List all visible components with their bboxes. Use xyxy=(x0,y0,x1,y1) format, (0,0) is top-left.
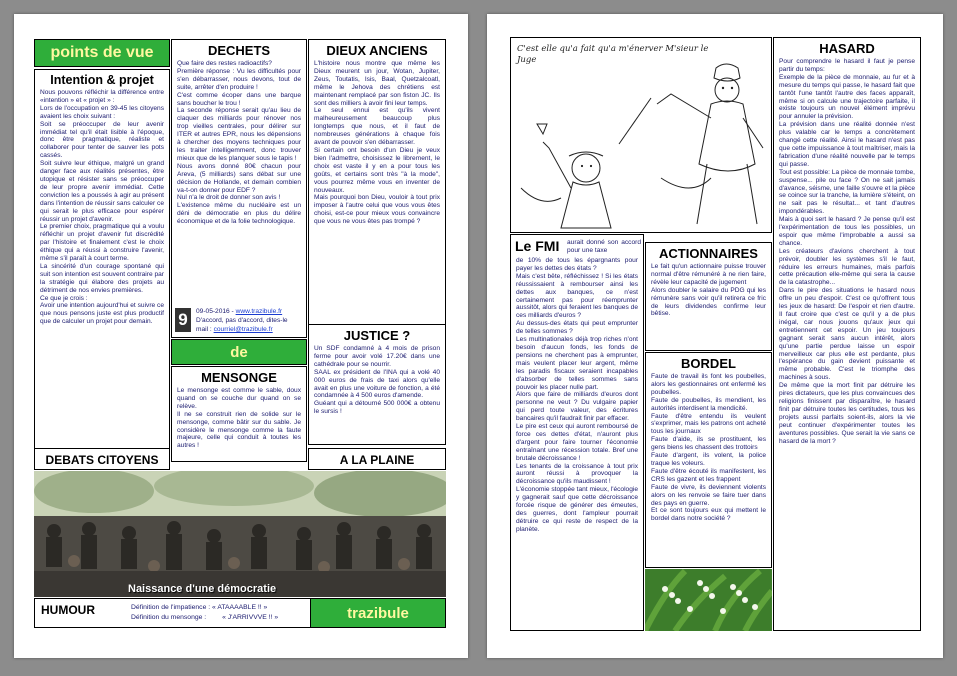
site-link[interactable]: www.trazibule.fr xyxy=(235,308,283,315)
cartoon-drawing xyxy=(511,38,772,233)
email-link[interactable]: courriel@trazibule.fr xyxy=(213,326,273,333)
debats-title: DEBATS CITOYENS xyxy=(45,453,159,467)
photo-caption: Naissance d'une démocratie xyxy=(128,583,277,595)
actionnaires-title: ACTIONNAIRES xyxy=(659,246,758,261)
crowd-photo xyxy=(34,471,446,597)
humour-title: HUMOUR xyxy=(41,603,95,617)
intention-text: Nous pouvons réfléchir la différence entre «intention » et « projet » : Lors de l'occupation en 39-45 les citoyens avaient les choix suivant : Soit se préoccuper de leur avenir immédiat tel qu'il était lisible à l'époque, donc être pragmatique, réaliste et collaborer pour tenter de sauver les pots cassés. Soit suivre leur éthique, malgré un grand danger face aux réalités présentes, être utopique et résister sans se préoccuper de leur propre avenir immédiat. Cette conviction les a poussés à agir au présent dans l'intention de réussir sans calculer ce qui serait le plus efficace pour espérer réussir un projet d'avenir. Le premier choix, pragmatique qui a voulu réfléchir un projet d'avenir fut discrédité par l'histoire et finalement c'est le choix éthique qui a réussi à construire l'avenir, même s'il paraît à court terme. La sincérité d'un courage spontané qui suit son intention est souvent contraire par la stratégie qui élabore des projets au détriment de nos envies premières. Ce que je crois : Avoir une intention aujourd'hui et suivre ce que nous pensons juste est plus productif que de calculer un projet pour demain. xyxy=(40,89,164,326)
mensonge-article xyxy=(171,366,307,462)
actionnaires-article xyxy=(645,242,772,351)
intention-article xyxy=(34,69,170,462)
right-page xyxy=(487,14,943,658)
cartoon-speech: C'est elle qu'a fait qu'a m'énerver M'sieur le Juge xyxy=(517,44,709,65)
dieux-title: DIEUX ANCIENS xyxy=(326,43,428,58)
justice-article xyxy=(308,324,446,445)
crowd-illustration xyxy=(34,471,446,597)
left-page xyxy=(14,14,468,658)
points-de-vue-label: points de vue xyxy=(50,44,154,61)
fmi-article xyxy=(510,234,644,631)
def1-label: Définition de l'impatience : xyxy=(131,604,211,611)
dechets-text: Que faire des restes radioactifs? Première réponse : Vu les difficultés pour s'en débarrasser, nous devons, tout de suite, arrêter d'en produire ! C'est comme écoper dans une barque sans boucher le trou ! La seconde réponse serait qu'au lieu de claquer des milliards pour rénover nos trop vieilles centrales, pour délirer sur ITER et autres EPR, nous les dépensions à chercher des moyens techniques pour les traiter intelligemment, donc trouver mieux que de les planquer sous le tapis ! Nous avons donné 80€ chacun pour Areva, (5 milliards) sans débat sur une décision de Hollande, et demain combien va-t-on donner pour EDF ? Nul n'a le droit de donner son avis ! L'existence même du nucléaire est un déni de démocratie en plus du délire économique et de la folie technologique. xyxy=(177,60,301,226)
justice-text: Un SDF condamné à 4 mois de prison ferme pour avoir volé 17.20€ dans une cathédrale pour se nourrir. SAAL ex président de l'INA qui a volé 40 000 euros de frais de taxi alors qu'elle avait en plus une voiture de fonction, a été condamnée à 4 500 euros d'amende. Guéant qui a détourné 500 000€ a obtenu le sursis ! xyxy=(314,345,440,416)
mensonge-text: Le mensonge est comme le sable, doux quand on se couche dur quand on se relève. Il ne se construit rien de solide sur le mensonge, comme bâtir sur du sable. Je considère le mensonge comme la faute majeure, celle qui conduit à toutes les autres ! xyxy=(177,387,301,450)
bordel-text: Faute de travail ils font les poubelles, alors les gestionnaires ont enfermé les poubelles. Faute de poubelles, ils mendient, les autorités interdisent la mendicité. Faute d'être entendu ils veulent s'exprimer, mais les patrons ont acheté tous les journaux Faute d'aide, ils se prostituent, les gens biens les chassent des trottoirs Faute d'argent, ils volent, la police traque les voleurs. Faute d'être écouté ils manifestent, les CRS les gazent et les frappent Faute de vivre, ils deviennent violents alors on les renvoie se faire tuer dans des pays en guerre. Et ce sont toujours eux qui mettent le bordel dans notre société ? xyxy=(651,373,766,523)
dechets-article xyxy=(171,39,307,312)
intention-title: Intention & projet xyxy=(50,73,154,87)
flowers-photo xyxy=(645,569,772,631)
issue-info xyxy=(171,304,307,338)
fmi-title: Le FMI xyxy=(515,238,560,254)
trazibule-banner xyxy=(310,598,446,628)
dieux-article xyxy=(308,39,446,333)
mensonge-title: MENSONGE xyxy=(201,370,277,385)
cartoon-frame xyxy=(510,37,772,233)
def1-text: « ATAAAABLE !! » xyxy=(212,604,268,611)
issue-line3: mail : xyxy=(196,326,214,333)
plaine-title: A LA PLAINE xyxy=(339,453,415,467)
trazibule-label: trazibule xyxy=(347,604,409,622)
dechets-title: DECHETS xyxy=(207,43,271,58)
debats-heading xyxy=(34,448,170,470)
issue-number: 9 xyxy=(175,308,191,332)
de-label: de xyxy=(230,343,248,361)
dieux-text: L'histoire nous montre que même les Dieux meurent un jour, Wotan, Jupiter, Zeus, Toutatis, Isis, Baal, Quetzalcoatl, même le Jehova des chrétiens est maintenant remplacé par son fiston JC. Ils sont des milliers à avoir fini leur temps. Le seul ennui est qu'ils vivent malheureusement beaucoup plus longtemps que nous, et il faut de nombreuses générations à chaque fois avant de pouvoir s'en débarrasser. Si certain ont besoin d'un Dieu je veux bien l'admettre, choisissez le librement, le choix est vaste il y en a pour tous les goûts, et certains sont très "à la mode", vous pourrez même vous en inventer de nouveaux. Mais pourquoi bon Dieu, vouloir à tout prix imposer à l'autre celui que vous vous êtes choisi, est-ce pour mieux vous convaincre que vous ne vous êtes pas trompé ? xyxy=(314,60,440,226)
issue-date: 09-05-2016 - xyxy=(196,308,236,315)
hasard-text: Pour comprendre le hasard il faut je pense partir du temps: Exemple de la pièce de monnaie, au fur et à mesure du temps qui passe, le hasard fait que tantôt l'une tantôt l'autre des faces apparaît, même si on calcule une trajectoire parfaite, il existe toujours un nouvel élément imprévu pour annuler la prévision. La prévision dans une réalité donnée n'est plus valable car le temps a concrètement changé cette réalité. Ainsi le hasard n'est pas que cette impuissance à tout maîtriser, mais la fabrication d'une réalité nouvelle par le temps qui passe. Tout est possible: La pièce de monnaie tombe, suspense... pile ou face ? On ne sait jamais d'avance, séisme, une faille s'ouvre et la pièce se coince sur la tranche, la lumière s'éteint, on ne sait pas le résultat... et tant d'autres impondérables. Mais à quoi sert le hasard ? Je pense qu'il est l'expérimentation de tous les possibles, un espoir que même l'improbable a aussi sa chance. Les créateurs d'avions cherchent à tout prévoir, doubler les systèmes s'il le faut, réduire les erreurs humaines, mais parfois cette précaution elle-même qui sera la cause de la catastrophe... Dans le pire des situations le hasard nous offre un peu d'espoir. C'est ce qu'offrent tous les jeux de hasard: De l'espoir et rien d'autre. Il faut croire que c'est ce qu'il y a de plus inégal, car nous jouons qu'aux jeux qui entretiennent cet espoir. Un jeu toujours gagnant serait sans aucun intérêt, alors qu'une partie perdue laisse un espoir merveilleux car plus elle est perdante, plus l'espérance du gain devient puissante et même probable. C'est le triomphe des machines à sous. De même que la mort finit par détruire les pires dictateurs, que les plus convaincues des religions finissent par disparaître, le hasard finit par détruire toutes les certitudes, tous les projets aussi parfaits soient-ils, alors la vie peut continuer d'expérimenter toutes les aventures possibles. Que serait la vie sans ce hasard de la mort ? xyxy=(779,58,915,445)
plaine-heading xyxy=(308,448,446,470)
def2-label: Définition du mensonge : xyxy=(131,614,207,621)
issue-line2: D'accord, pas d'accord, dites-le xyxy=(196,317,288,324)
fmi-text: de 10% de tous les épargnants pour payer les dettes des états ? Mais c'est bête, réfléchissez ! Si les états réussissaient à rembourser ainsi les dettes aux banques, ce n'est certainement pas pour réemprunter aussitôt, alors qui feraient les banques de ces milliards d'euros ? Au dessus-des états qui peut emprunter de telles sommes ? Les multinationales déjà trop riches n'ont besoin d'aucun fonds, les fonds de pensions ne cherchent pas à emprunter, mais veulent placer leur argent, même les paradis fiscaux seraient incapables d'absorber de telles sommes sans pouvoir les placer nulle part. Alors que faire de milliards d'euros dont personne ne veut ? Du vulgaire papier qui perd toute valeur, des écritures bancaires qu'il faudrait finir par effacer. Le pire est ceux qui auront remboursé de force ces dettes d'état, n'auront plus d'argent pour faire tourner l'économie entraînant une récession totale. Bref une brutale décroissance ! Les tenants de la croissance à tout prix auront réussi à provoquer la décroissance qu'ils maudissent ! L'économie stoppée tant mieux, l'écologie y gagnerait sauf que cette décroissance forcée risque de générer des émeutes, des guerres, dont l'ampleur pourrait détruire ce qui reste de respect de la planète. xyxy=(516,257,639,533)
fmi-lead: aurait donné son accord pour une taxe xyxy=(567,239,641,254)
justice-title: JUSTICE ? xyxy=(343,328,411,343)
bordel-article xyxy=(645,352,772,568)
de-banner xyxy=(171,339,307,365)
hasard-title: HASARD xyxy=(819,41,875,56)
actionnaires-text: Le fait qu'un actionnaire puisse trouver normal d'être rémunéré à ne rien faire, révèle leur capacité de jugement Alors doubler le salaire du PDG qui les rémunère sans voir qu'il retirera ce fric de leurs dividendes confirme leur bêtise. xyxy=(651,263,766,318)
def2-text: « J'ARRIVVVE !! » xyxy=(222,614,279,621)
lily-of-the-valley xyxy=(645,569,772,631)
hasard-article xyxy=(773,37,921,631)
points-de-vue-banner xyxy=(34,39,170,67)
bordel-title: BORDEL xyxy=(681,356,736,371)
